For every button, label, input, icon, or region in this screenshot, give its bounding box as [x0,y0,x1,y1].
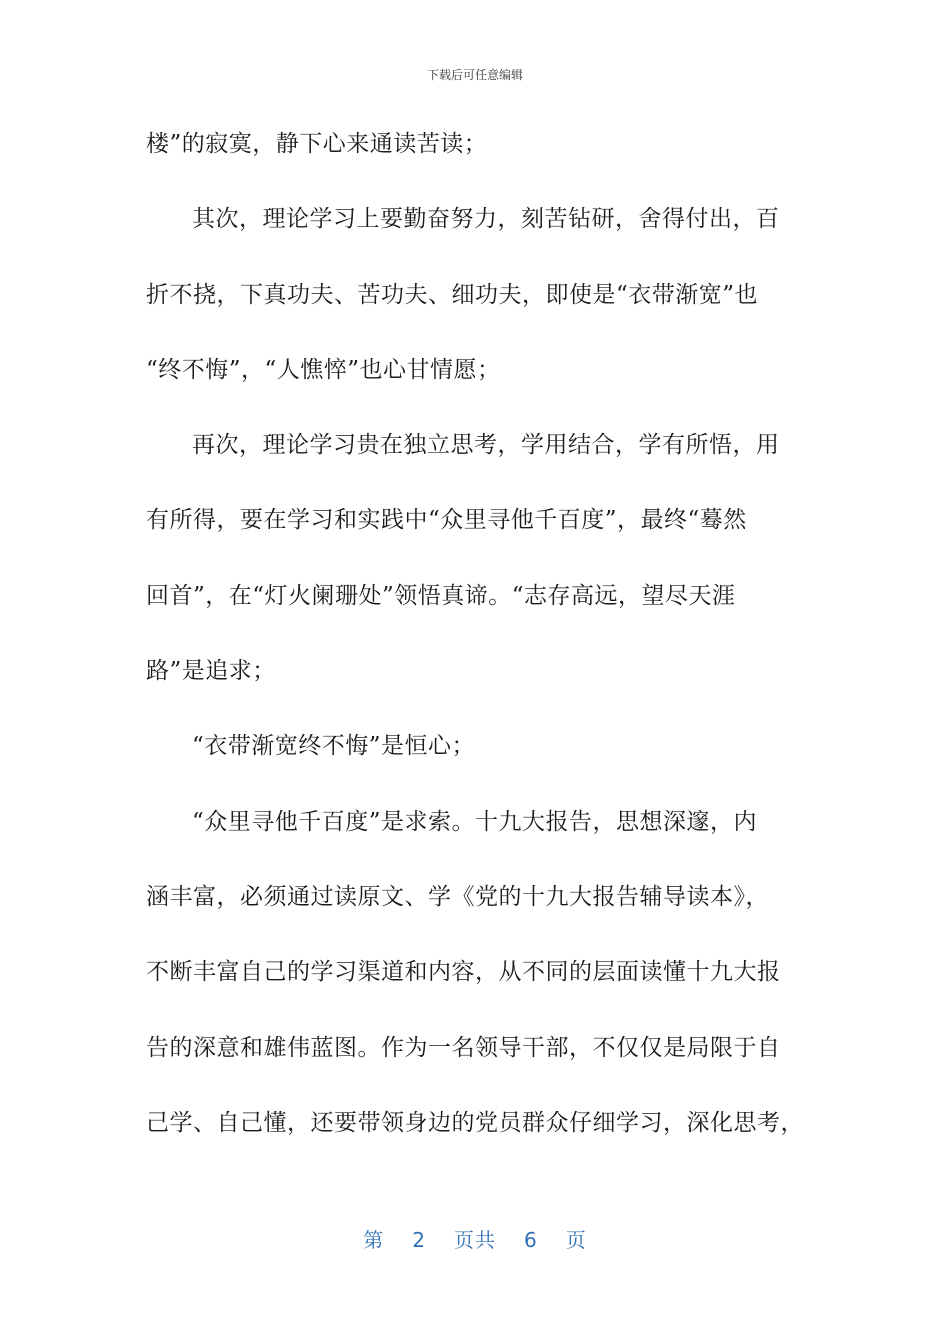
text-line: 再次，理论学习贵在独立思考，学用结合，学有所悟，用 [192,432,780,459]
text-line: 告的深意和雄伟蓝图。作为一名领导干部，不仅仅是局限于自 [146,1034,781,1061]
page-suffix: 页 [565,1228,587,1252]
page-prefix: 第 [363,1228,385,1252]
text-line: 回首”，在“灯火阑珊处”领悟真谛。“志存高远，望尽天涯 [146,582,736,609]
document-body [146,119,806,1173]
text-line: “众里寻他千百度”是求索。十九大报告，思想深邃，内 [192,808,758,835]
text-line: “终不悔”，“人憔悴”也心甘情愿； [146,356,501,383]
text-line: 有所得，要在学习和实践中“众里寻他千百度”，最终“蓦然 [146,507,747,534]
text-line: 己学、自己懂，还要带领身边的党员群众仔细学习，深化思考， [146,1109,804,1136]
current-page-number: 2 [412,1228,426,1252]
text-line: 涵丰富，必须通过读原文、学《党的十九大报告辅导读本》， [146,883,769,910]
text-line: 不断丰富自己的学习渠道和内容，从不同的层面读懂十九大报 [146,959,781,986]
text-line: “衣带渐宽终不悔”是恒心； [192,733,476,760]
page-middle: 页共 [454,1228,496,1252]
text-line: 其次，理论学习上要勤奋努力，刻苦钻研，舍得付出，百 [192,206,780,233]
text-line: 路”是追求； [146,658,276,685]
text-line: 折不挠，下真功夫、苦功夫、细功夫，即使是“衣带渐宽”也 [146,281,759,308]
page-header: 下载后可任意编辑 [426,68,523,82]
total-page-number: 6 [524,1228,538,1252]
text-line: 楼”的寂寞，静下心来通读苦读； [146,131,488,157]
page-number-footer [0,1224,950,1253]
